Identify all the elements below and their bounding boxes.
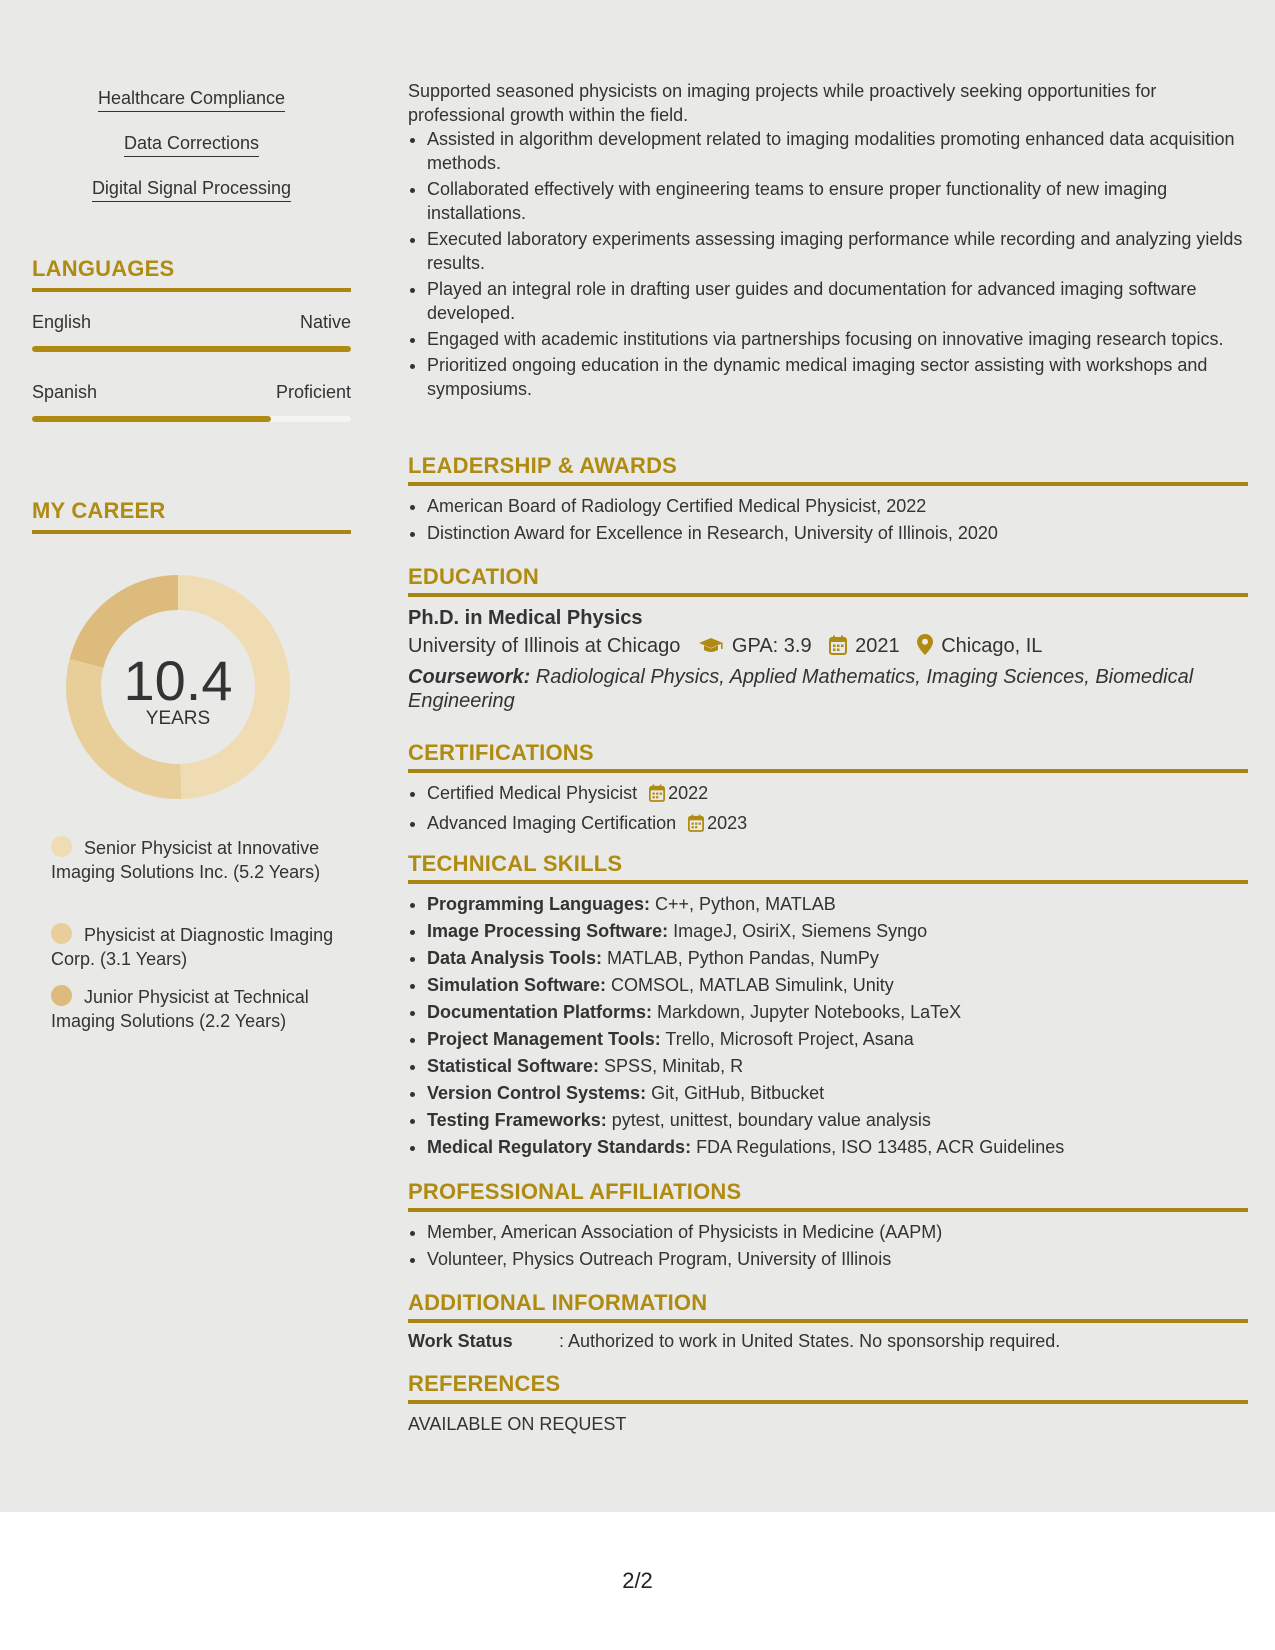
skill-category: Documentation Platforms:	[427, 1002, 653, 1022]
coursework-text: Radiological Physics, Applied Mathematics, Imaging Sciences, Biomedical Engineering	[408, 666, 1194, 712]
list-item: • Engaged with academic institutions via partnerships focusing on innovative imaging research topics.	[427, 327, 1248, 351]
section-title: LEADERSHIP & AWARDS	[408, 453, 678, 478]
skill-values: SPSS, Minitab, R	[599, 1056, 744, 1076]
experience-intro: Supported seasoned physicists on imaging projects while proactively seeking opportunities for professional growth within the field.	[408, 81, 1157, 125]
list-item	[427, 781, 1248, 808]
list-item	[427, 973, 1248, 997]
list-item: • Executed laboratory experiments assessing imaging performance while recording and analyzing yields results.	[427, 227, 1248, 275]
work-status-label: Work Status	[408, 1331, 513, 1351]
list-item	[427, 892, 1248, 916]
section-title: PROFESSIONAL AFFILIATIONS	[408, 1179, 742, 1204]
section-divider	[408, 880, 1248, 884]
career-legend-label: Senior Physicist at Innovative Imaging Solutions Inc. (5.2 Years)	[51, 838, 321, 882]
education-year: 2021	[855, 635, 900, 657]
skill-values: Markdown, Jupyter Notebooks, LaTeX	[652, 1002, 962, 1022]
experience-continued	[408, 79, 1248, 401]
section-divider	[408, 769, 1248, 773]
skill-category: Version Control Systems:	[427, 1083, 647, 1103]
language-proficiency-bar	[32, 346, 351, 352]
skill-values: pytest, unittest, boundary value analysis	[606, 1110, 931, 1130]
calendar-icon	[688, 814, 704, 838]
skill-category: Project Management Tools:	[427, 1029, 661, 1049]
certification-year: 2023	[707, 813, 748, 833]
career-years-unit: YEARS	[145, 708, 211, 729]
list-item	[427, 811, 1248, 838]
career-section-header	[32, 498, 351, 534]
affiliations-list	[408, 1220, 1248, 1271]
section-title: CERTIFICATIONS	[408, 740, 594, 765]
section-divider	[408, 1400, 1248, 1404]
skill-healthcare-compliance	[32, 88, 351, 112]
proficiency-fill	[32, 346, 351, 352]
skill-category: Simulation Software:	[427, 975, 607, 995]
language-name: Spanish	[32, 382, 98, 402]
skill-values: Trello, Microsoft Project, Asana	[660, 1029, 914, 1049]
education-section	[408, 565, 1248, 713]
legend-dot-icon	[51, 923, 72, 944]
list-item	[427, 1027, 1248, 1051]
skill-digital-signal-processing	[32, 178, 351, 202]
list-item: • Prioritized ongoing education in the dynamic medical imaging sector assisting with workshops and symposiums.	[427, 353, 1248, 401]
location-pin-icon	[917, 634, 933, 661]
list-item: • American Board of Radiology Certified Medical Physicist, 2022	[427, 494, 1248, 518]
skill-values: Git, GitHub, Bitbucket	[646, 1083, 825, 1103]
career-total-years: 10.4	[123, 649, 233, 712]
graduation-cap-icon	[698, 637, 724, 661]
calendar-icon	[649, 784, 665, 808]
calendar-icon	[829, 635, 847, 661]
skill-values: MATLAB, Python Pandas, NumPy	[602, 948, 879, 968]
section-divider	[408, 1319, 1248, 1323]
education-details	[408, 634, 1248, 661]
section-title: ADDITIONAL INFORMATION	[408, 1290, 708, 1315]
list-item	[427, 1000, 1248, 1024]
page-number: 2/2	[622, 1568, 653, 1593]
list-item: • Collaborated effectively with engineering teams to ensure proper functionality of new imaging installations.	[427, 177, 1248, 225]
list-item	[427, 1108, 1248, 1132]
certification-name: Advanced Imaging Certification	[427, 813, 677, 833]
coursework-label: Coursework:	[408, 666, 531, 688]
technical-skills-list	[408, 892, 1248, 1159]
affiliations-section	[408, 1180, 1248, 1271]
skill-values: ImageJ, OsiriX, Siemens Syngo	[668, 921, 928, 941]
certification-name: Certified Medical Physicist	[427, 783, 638, 803]
skill-label: Digital Signal Processing	[92, 178, 291, 202]
skill-category: Image Processing Software:	[427, 921, 669, 941]
education-degree: Ph.D. in Medical Physics	[408, 607, 643, 629]
career-legend-item	[51, 985, 341, 1033]
skill-category: Medical Regulatory Standards:	[427, 1137, 692, 1157]
legend-dot-icon	[51, 836, 72, 857]
certification-year: 2022	[668, 783, 709, 803]
work-status-value: : Authorized to work in United States. No sponsorship required.	[559, 1331, 1061, 1351]
references-value: AVAILABLE ON REQUEST	[408, 1414, 627, 1434]
career-legend-item	[51, 923, 341, 971]
proficiency-fill	[32, 416, 271, 422]
section-divider	[32, 530, 351, 534]
education-gpa: GPA: 3.9	[731, 635, 812, 657]
page-footer	[0, 1512, 1275, 1650]
list-item	[427, 1054, 1248, 1078]
list-item	[427, 1081, 1248, 1105]
skill-values: FDA Regulations, ISO 13485, ACR Guidelines	[691, 1137, 1065, 1157]
list-item: • Played an integral role in drafting user guides and documentation for advanced imaging software developed.	[427, 277, 1248, 325]
list-item: • Member, American Association of Physicists in Medicine (AAPM)	[427, 1220, 1248, 1244]
skill-label: Data Corrections	[124, 133, 259, 157]
technical-skills-section	[408, 852, 1248, 1159]
education-coursework	[408, 665, 1248, 713]
list-item: • Volunteer, Physics Outreach Program, University of Illinois	[427, 1247, 1248, 1271]
section-title: REFERENCES	[408, 1371, 561, 1396]
language-proficiency-bar	[32, 416, 351, 422]
skill-values: C++, Python, MATLAB	[650, 894, 836, 914]
additional-info-section	[408, 1291, 1248, 1353]
skill-category: Testing Frameworks:	[427, 1110, 607, 1130]
references-section	[408, 1372, 1248, 1436]
language-name: English	[32, 312, 92, 332]
section-title: TECHNICAL SKILLS	[408, 851, 623, 876]
education-school: University of Illinois at Chicago	[408, 635, 681, 657]
list-item	[427, 946, 1248, 970]
list-item	[427, 1135, 1248, 1159]
skill-values: COMSOL, MATLAB Simulink, Unity	[606, 975, 894, 995]
skill-category: Statistical Software:	[427, 1056, 600, 1076]
language-level: Native	[299, 312, 351, 332]
list-item: • Distinction Award for Excellence in Research, University of Illinois, 2020	[427, 521, 1248, 545]
career-donut-center	[66, 575, 290, 799]
skill-label: Healthcare Compliance	[98, 88, 285, 112]
language-level: Proficient	[275, 382, 351, 402]
career-legend-label: Junior Physicist at Technical Imaging Solutions (2.2 Years)	[51, 987, 309, 1031]
career-legend-label: Physicist at Diagnostic Imaging Corp. (3.1 Years)	[51, 925, 334, 969]
skill-category: Programming Languages:	[427, 894, 651, 914]
career-title: MY CAREER	[32, 498, 166, 523]
leadership-list	[408, 494, 1248, 545]
languages-title: LANGUAGES	[32, 256, 175, 281]
skill-category: Data Analysis Tools:	[427, 948, 603, 968]
leadership-section	[408, 454, 1248, 545]
section-divider	[408, 1208, 1248, 1212]
certifications-list	[408, 781, 1248, 838]
education-location: Chicago, IL	[941, 635, 1043, 657]
work-status-row	[408, 1329, 1248, 1353]
list-item: • Assisted in algorithm development related to imaging modalities promoting enhanced data acquisition methods.	[427, 127, 1248, 175]
section-divider	[32, 288, 351, 292]
skill-data-corrections	[32, 133, 351, 157]
experience-bullets	[408, 127, 1248, 401]
certifications-section	[408, 741, 1248, 838]
list-item	[427, 919, 1248, 943]
section-divider	[408, 482, 1248, 486]
legend-dot-icon	[51, 985, 72, 1006]
career-legend-item	[51, 836, 341, 884]
section-title: EDUCATION	[408, 564, 539, 589]
section-divider	[408, 593, 1248, 597]
languages-section-header	[32, 256, 351, 292]
